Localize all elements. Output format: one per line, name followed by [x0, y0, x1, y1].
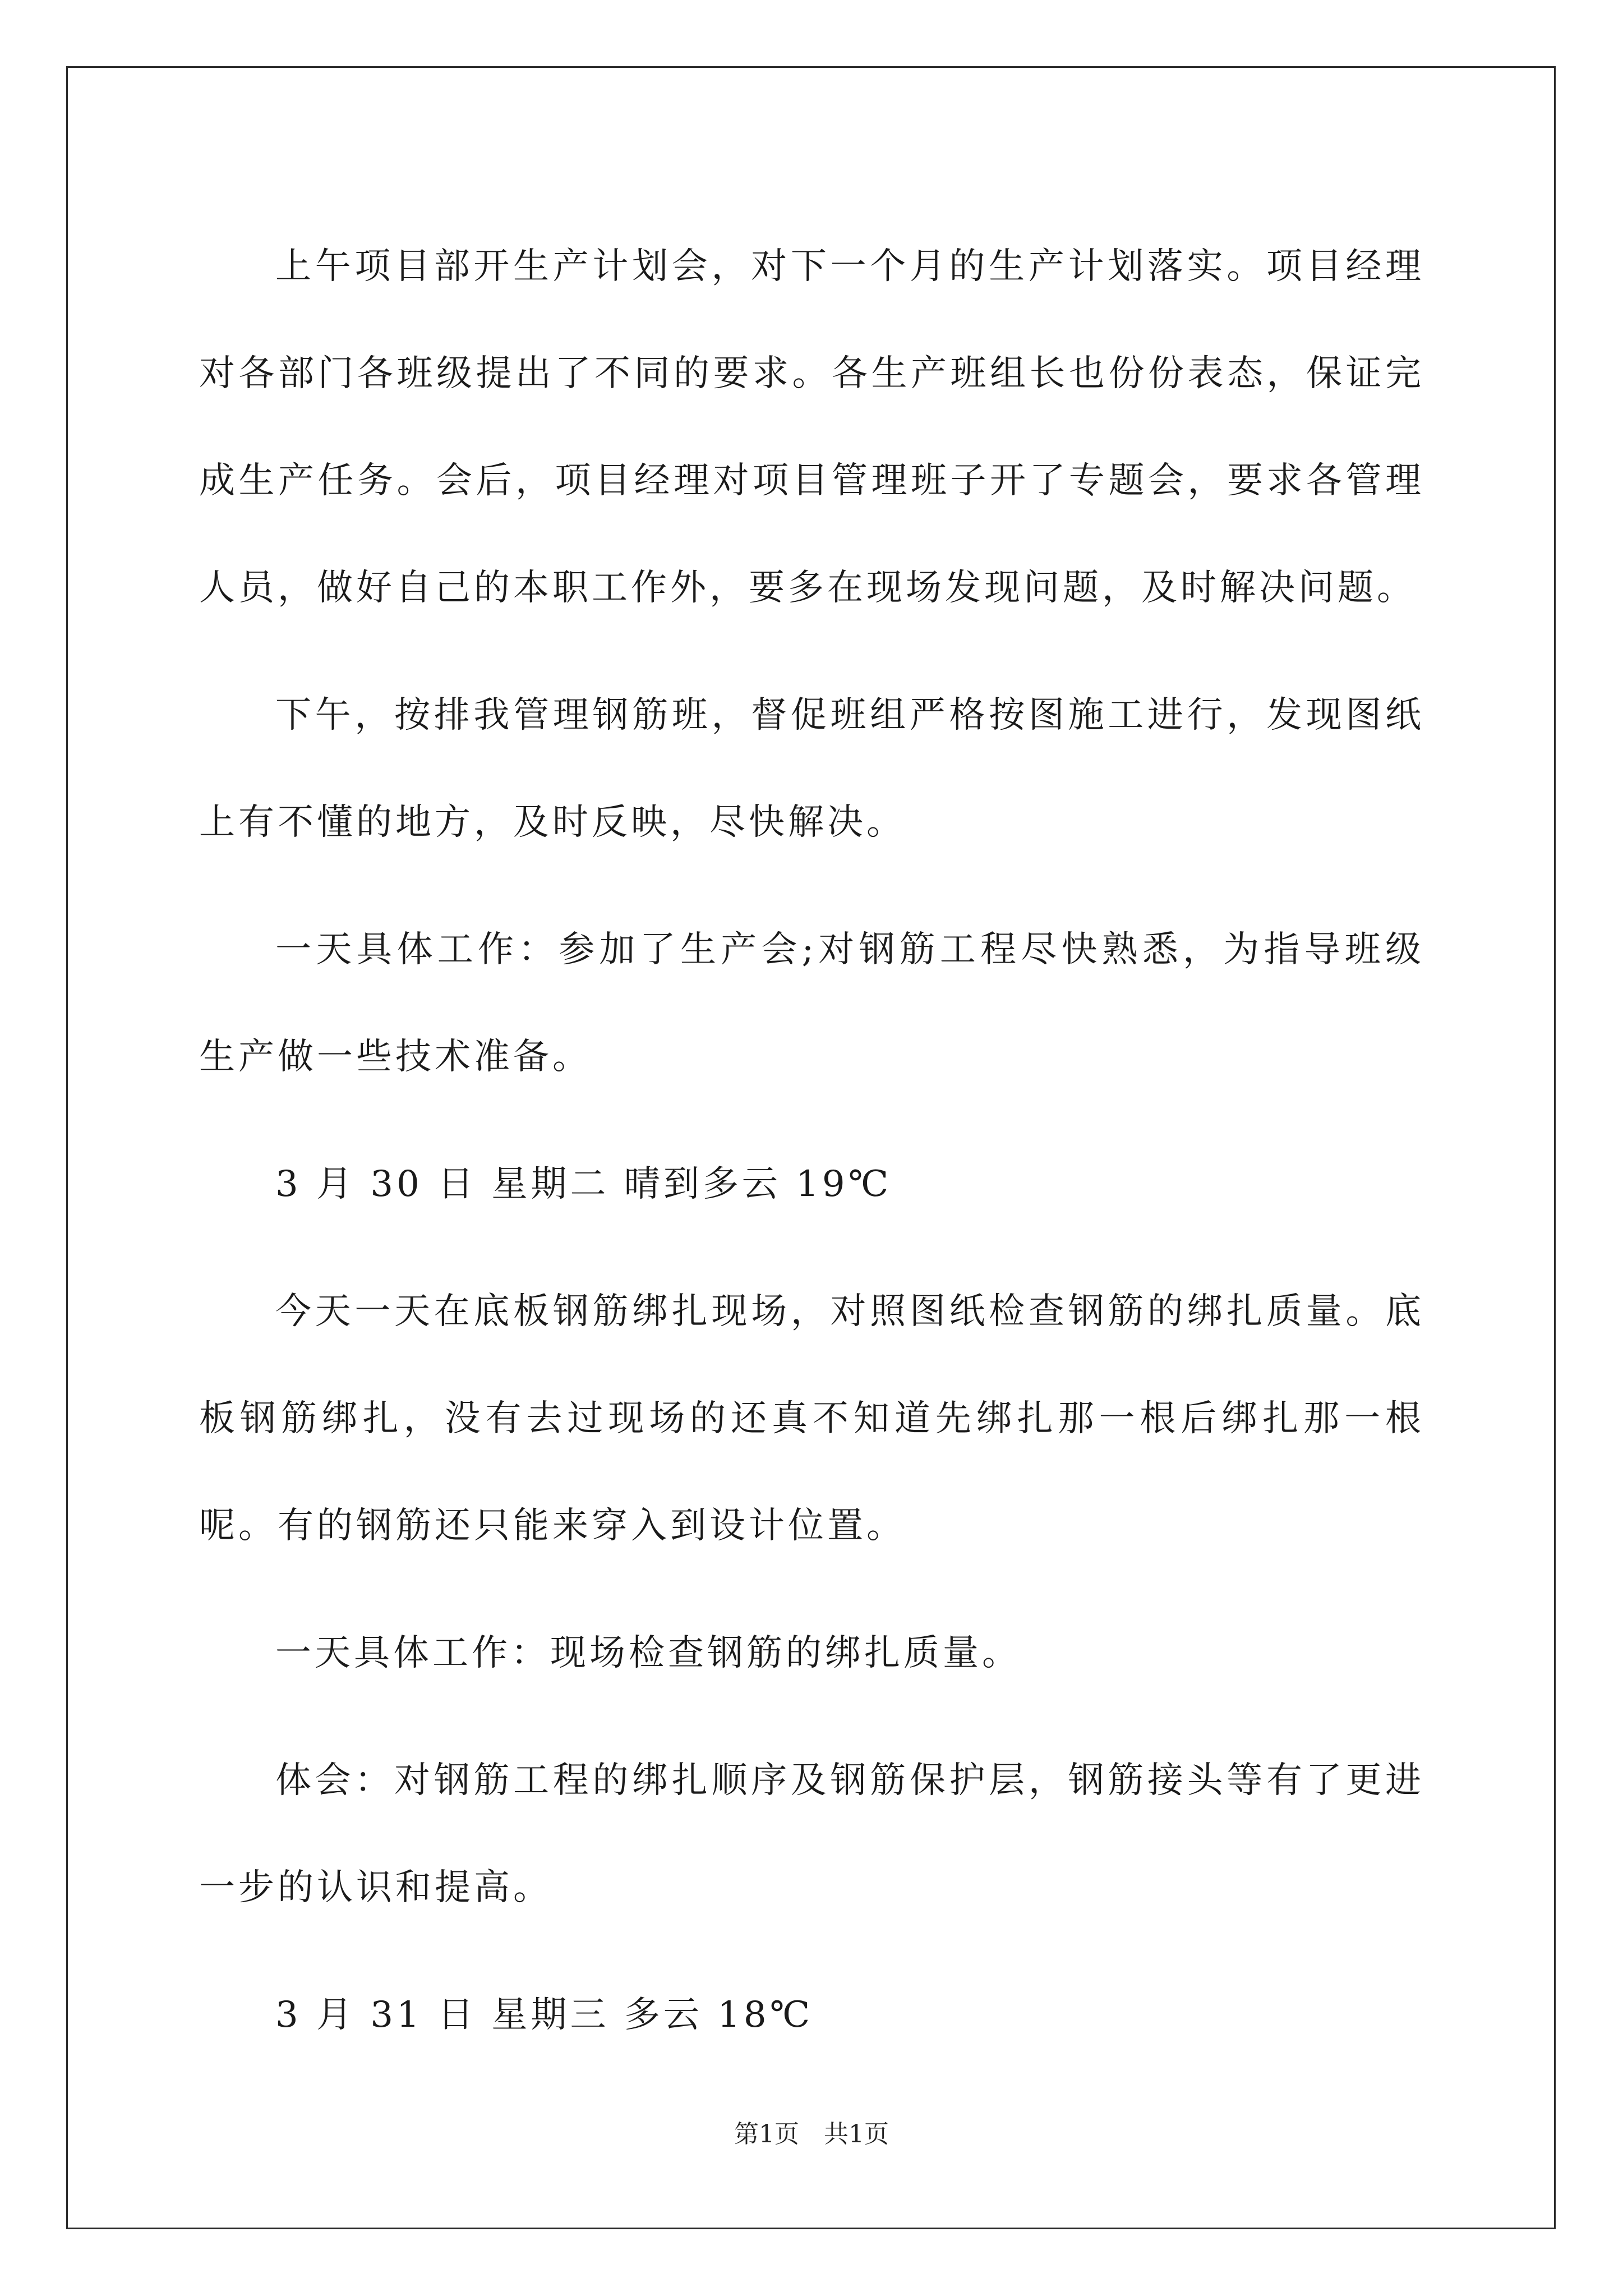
date-heading-march-30: 3 月 30 日 星期二 晴到多云 19℃ [275, 1163, 892, 1205]
paragraph-rebar-inspection: 今天一天在底板钢筋绑扎现场，对照图纸检查钢筋的绑扎质量。底板钢筋绑扎，没有去过现场的还真不知道先绑扎那一根后绑扎那一根呢。有的钢筋还只能来穿入到设计位置。 [199, 1291, 1424, 1547]
paragraph-production-meeting: 上午项目部开生产计划会，对下一个月的生产计划落实。项目经理对各部门各班级提出了不同的要求。各生产班组长也份份表态，保证完成生产任务。会后，项目经理对项目管理班子开了专题会，要求各管理人员，做好自己的本职工作外，要多在现场发现问题，及时解决问题。 [199, 246, 1424, 609]
date-heading-march-31: 3 月 31 日 星期三 多云 18℃ [275, 1994, 814, 2036]
paragraph-reflection: 体会：对钢筋工程的绑扎顺序及钢筋保护层，钢筋接头等有了更进一步的认识和提高。 [199, 1760, 1424, 1908]
paragraph-afternoon-rebar-team: 下午，按排我管理钢筋班，督促班组严格按图施工进行，发现图纸上有不懂的地方，及时反映，尽快解决。 [199, 694, 1424, 843]
paragraph-daily-work-summary: 一天具体工作：参加了生产会;对钢筋工程尽快熟悉，为指导班级生产做一些技术准备。 [199, 929, 1424, 1078]
page-number-footer: 第1页 共1页 [734, 2120, 889, 2148]
paragraph-daily-work-inspection: 一天具体工作：现场检查钢筋的绑扎质量。 [275, 1632, 1021, 1674]
document-body [199, 213, 1424, 2089]
